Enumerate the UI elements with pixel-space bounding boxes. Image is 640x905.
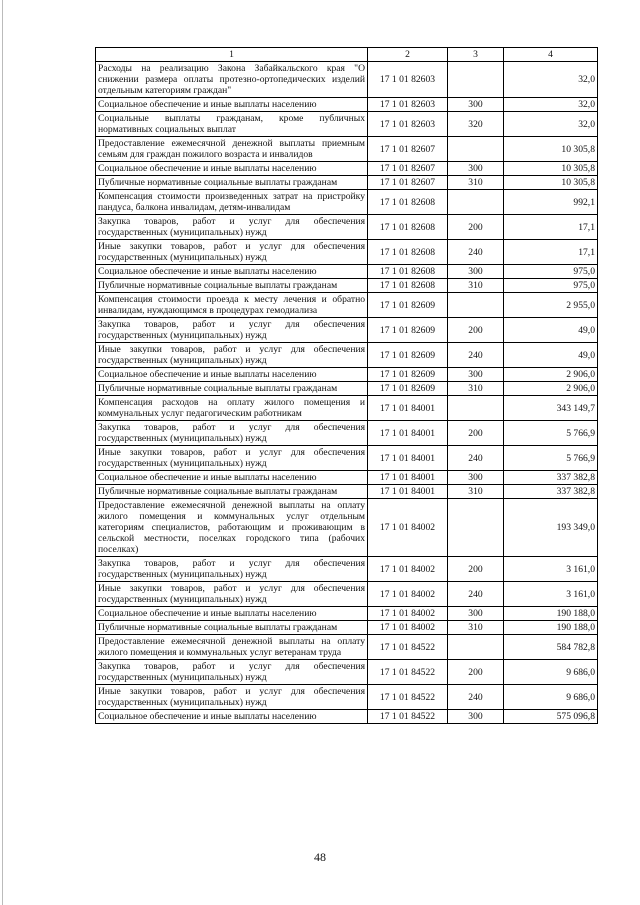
- target-code-cell: 17 1 01 84002: [368, 499, 448, 557]
- target-code-cell: 17 1 01 82603: [368, 98, 448, 112]
- amount-cell: 975,0: [504, 265, 598, 279]
- target-code-cell: 17 1 01 84001: [368, 396, 448, 421]
- expense-name-cell: Публичные нормативные социальные выплаты гражданам: [96, 485, 368, 499]
- amount-cell: 193 349,0: [504, 499, 598, 557]
- expense-type-cell: 200: [448, 318, 504, 343]
- target-code-cell: 17 1 01 84001: [368, 485, 448, 499]
- expense-name-cell: Социальное обеспечение и иные выплаты населению: [96, 368, 368, 382]
- table-row: [96, 293, 598, 318]
- target-code-cell: 17 1 01 84001: [368, 446, 448, 471]
- expense-name-cell: Иные закупки товаров, работ и услуг для обеспечения государственных (муниципальных) нужд: [96, 343, 368, 368]
- expense-type-cell: 300: [448, 710, 504, 724]
- table-row: [96, 621, 598, 635]
- expense-type-cell: 200: [448, 660, 504, 685]
- table-row: [96, 382, 598, 396]
- table-row: [96, 557, 598, 582]
- expense-name-cell: Предоставление ежемесячной денежной выплаты на оплату жилого помещения и коммунальных услуг отдельным категориям специалистов, работающим и проживающим в сельской местности, поселках городского типа (рабочих поселках): [96, 499, 368, 557]
- amount-cell: 32,0: [504, 112, 598, 137]
- expense-name-cell: Социальное обеспечение и иные выплаты населению: [96, 710, 368, 724]
- table-header-row: [96, 48, 598, 62]
- expense-name-cell: Компенсация стоимости проезда к месту лечения и обратно инвалидам, нуждающимся в процедурах гемодиализа: [96, 293, 368, 318]
- expense-name-cell: Закупка товаров, работ и услуг для обеспечения государственных (муниципальных) нужд: [96, 421, 368, 446]
- amount-cell: 5 766,9: [504, 446, 598, 471]
- expense-name-cell: Закупка товаров, работ и услуг для обеспечения государственных (муниципальных) нужд: [96, 215, 368, 240]
- expense-type-cell: 300: [448, 368, 504, 382]
- expense-name-cell: Социальное обеспечение и иные выплаты населению: [96, 471, 368, 485]
- expense-type-cell: [448, 396, 504, 421]
- expense-type-cell: 200: [448, 215, 504, 240]
- amount-cell: 9 686,0: [504, 660, 598, 685]
- amount-cell: 17,1: [504, 240, 598, 265]
- table-row: [96, 190, 598, 215]
- amount-cell: 49,0: [504, 318, 598, 343]
- amount-cell: 10 305,8: [504, 162, 598, 176]
- amount-cell: 49,0: [504, 343, 598, 368]
- expense-name-cell: Социальное обеспечение и иные выплаты населению: [96, 265, 368, 279]
- expense-type-cell: 320: [448, 112, 504, 137]
- header-cell: 4: [504, 48, 598, 62]
- amount-cell: 2 906,0: [504, 382, 598, 396]
- amount-cell: 337 382,8: [504, 485, 598, 499]
- target-code-cell: 17 1 01 82603: [368, 62, 448, 98]
- expense-type-cell: 300: [448, 162, 504, 176]
- expense-name-cell: Предоставление ежемесячной денежной выплаты на оплату жилого помещения и коммунальных услуг ветеранам труда: [96, 635, 368, 660]
- target-code-cell: 17 1 01 82608: [368, 215, 448, 240]
- table-row: [96, 635, 598, 660]
- amount-cell: 32,0: [504, 98, 598, 112]
- expense-type-cell: [448, 293, 504, 318]
- amount-cell: 5 766,9: [504, 421, 598, 446]
- target-code-cell: 17 1 01 84002: [368, 557, 448, 582]
- target-code-cell: 17 1 01 82607: [368, 137, 448, 162]
- expense-name-cell: Социальные выплаты гражданам, кроме публичных нормативных социальных выплат: [96, 112, 368, 137]
- expense-type-cell: [448, 499, 504, 557]
- target-code-cell: 17 1 01 84002: [368, 607, 448, 621]
- target-code-cell: 17 1 01 84522: [368, 710, 448, 724]
- amount-cell: 3 161,0: [504, 582, 598, 607]
- table-row: [96, 215, 598, 240]
- amount-cell: 337 382,8: [504, 471, 598, 485]
- amount-cell: 584 782,8: [504, 635, 598, 660]
- table-row: [96, 368, 598, 382]
- table-row: [96, 279, 598, 293]
- target-code-cell: 17 1 01 82607: [368, 176, 448, 190]
- expense-type-cell: 240: [448, 582, 504, 607]
- expense-type-cell: [448, 137, 504, 162]
- expense-type-cell: [448, 190, 504, 215]
- amount-cell: 3 161,0: [504, 557, 598, 582]
- expense-name-cell: Компенсация стоимости произведенных затрат на пристройку пандуса, балкона инвалидам, детям-инвалидам: [96, 190, 368, 215]
- expense-name-cell: Закупка товаров, работ и услуг для обеспечения государственных (муниципальных) нужд: [96, 318, 368, 343]
- table-row: [96, 240, 598, 265]
- expense-type-cell: 310: [448, 382, 504, 396]
- budget-table: [95, 47, 598, 724]
- expense-name-cell: Закупка товаров, работ и услуг для обеспечения государственных (муниципальных) нужд: [96, 557, 368, 582]
- amount-cell: 343 149,7: [504, 396, 598, 421]
- expense-name-cell: Публичные нормативные социальные выплаты гражданам: [96, 176, 368, 190]
- expense-type-cell: 300: [448, 98, 504, 112]
- expense-name-cell: Публичные нормативные социальные выплаты гражданам: [96, 621, 368, 635]
- target-code-cell: 17 1 01 82609: [368, 343, 448, 368]
- amount-cell: 10 305,8: [504, 176, 598, 190]
- target-code-cell: 17 1 01 82609: [368, 382, 448, 396]
- target-code-cell: 17 1 01 82608: [368, 240, 448, 265]
- expense-type-cell: 240: [448, 343, 504, 368]
- target-code-cell: 17 1 01 84522: [368, 685, 448, 710]
- expense-type-cell: 200: [448, 557, 504, 582]
- table-row: [96, 485, 598, 499]
- amount-cell: 17,1: [504, 215, 598, 240]
- expense-type-cell: 240: [448, 240, 504, 265]
- expense-name-cell: Социальное обеспечение и иные выплаты населению: [96, 98, 368, 112]
- expense-type-cell: 200: [448, 421, 504, 446]
- expense-name-cell: Социальное обеспечение и иные выплаты населению: [96, 607, 368, 621]
- table-row: [96, 607, 598, 621]
- table-row: [96, 112, 598, 137]
- table-body: [96, 48, 598, 724]
- target-code-cell: 17 1 01 82608: [368, 265, 448, 279]
- expense-name-cell: Иные закупки товаров, работ и услуг для обеспечения государственных (муниципальных) нужд: [96, 685, 368, 710]
- expense-type-cell: 300: [448, 471, 504, 485]
- amount-cell: 975,0: [504, 279, 598, 293]
- expense-type-cell: 240: [448, 685, 504, 710]
- target-code-cell: 17 1 01 84522: [368, 635, 448, 660]
- table-row: [96, 396, 598, 421]
- table-row: [96, 582, 598, 607]
- target-code-cell: 17 1 01 84002: [368, 621, 448, 635]
- amount-cell: 575 096,8: [504, 710, 598, 724]
- header-cell: 3: [448, 48, 504, 62]
- amount-cell: 2 955,0: [504, 293, 598, 318]
- expense-type-cell: 310: [448, 485, 504, 499]
- amount-cell: 10 305,8: [504, 137, 598, 162]
- amount-cell: 190 188,0: [504, 621, 598, 635]
- amount-cell: 32,0: [504, 62, 598, 98]
- expense-type-cell: 300: [448, 265, 504, 279]
- table-row: [96, 343, 598, 368]
- header-cell: 2: [368, 48, 448, 62]
- expense-type-cell: 240: [448, 446, 504, 471]
- amount-cell: 190 188,0: [504, 607, 598, 621]
- table-row: [96, 710, 598, 724]
- table-row: [96, 685, 598, 710]
- expense-type-cell: 310: [448, 176, 504, 190]
- table-row: [96, 162, 598, 176]
- expense-name-cell: Публичные нормативные социальные выплаты гражданам: [96, 382, 368, 396]
- target-code-cell: 17 1 01 82607: [368, 162, 448, 176]
- expense-type-cell: [448, 635, 504, 660]
- amount-cell: 9 686,0: [504, 685, 598, 710]
- table-row: [96, 446, 598, 471]
- table-row: [96, 499, 598, 557]
- amount-cell: 2 906,0: [504, 368, 598, 382]
- expense-name-cell: Иные закупки товаров, работ и услуг для обеспечения государственных (муниципальных) нужд: [96, 240, 368, 265]
- expense-type-cell: 310: [448, 621, 504, 635]
- table-row: [96, 421, 598, 446]
- target-code-cell: 17 1 01 84002: [368, 582, 448, 607]
- target-code-cell: 17 1 01 84001: [368, 421, 448, 446]
- target-code-cell: 17 1 01 82603: [368, 112, 448, 137]
- expense-name-cell: Социальное обеспечение и иные выплаты населению: [96, 162, 368, 176]
- target-code-cell: 17 1 01 82608: [368, 279, 448, 293]
- table-row: [96, 62, 598, 98]
- table-row: [96, 265, 598, 279]
- target-code-cell: 17 1 01 82609: [368, 293, 448, 318]
- target-code-cell: 17 1 01 82608: [368, 190, 448, 215]
- amount-cell: 992,1: [504, 190, 598, 215]
- table-row: [96, 471, 598, 485]
- expense-name-cell: Публичные нормативные социальные выплаты гражданам: [96, 279, 368, 293]
- header-cell: 1: [96, 48, 368, 62]
- target-code-cell: 17 1 01 82609: [368, 318, 448, 343]
- expense-type-cell: [448, 62, 504, 98]
- page-number: 48: [314, 850, 326, 864]
- expense-name-cell: Закупка товаров, работ и услуг для обеспечения государственных (муниципальных) нужд: [96, 660, 368, 685]
- target-code-cell: 17 1 01 82609: [368, 368, 448, 382]
- expense-name-cell: Иные закупки товаров, работ и услуг для обеспечения государственных (муниципальных) нужд: [96, 446, 368, 471]
- table-row: [96, 660, 598, 685]
- expense-type-cell: 300: [448, 607, 504, 621]
- table-row: [96, 176, 598, 190]
- table-row: [96, 318, 598, 343]
- expense-name-cell: Предоставление ежемесячной денежной выплаты приемным семьям для граждан пожилого возраста и инвалидов: [96, 137, 368, 162]
- target-code-cell: 17 1 01 84522: [368, 660, 448, 685]
- target-code-cell: 17 1 01 84001: [368, 471, 448, 485]
- table-row: [96, 98, 598, 112]
- expense-name-cell: Компенсация расходов на оплату жилого помещения и коммунальных услуг педагогическим работникам: [96, 396, 368, 421]
- expense-name-cell: Расходы на реализацию Закона Забайкальского края "О снижении размера оплаты протезно-ортопедических изделий отдельным категориям граждан": [96, 62, 368, 98]
- expense-type-cell: 310: [448, 279, 504, 293]
- scan-edge: [2, 0, 3, 905]
- expense-name-cell: Иные закупки товаров, работ и услуг для обеспечения государственных (муниципальных) нужд: [96, 582, 368, 607]
- table-row: [96, 137, 598, 162]
